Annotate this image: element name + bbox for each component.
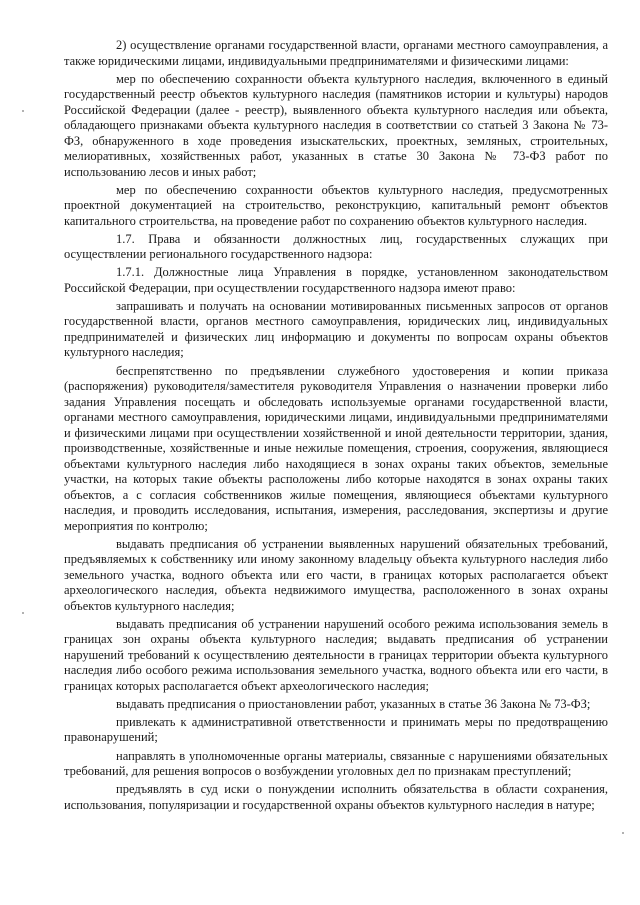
document-page [64, 38, 608, 816]
scan-speck [22, 110, 24, 112]
paragraph-preservation-measures: мер по обеспечению сохранности объекта культурного наследия, включенного в единый государственный реестр объектов культурного наследия (памятников истории и культуры) народов Российской Федерации (далее - реестр), выявленного объекта культурного наследия или объекта, обладающего признаками объекта культурного наследия в соответствии со статьей 3 Закона № 73-ФЗ, обнаруженного в ходе проведения изыскательских, проектных, земляных, строительных, мелиоративных, хозяйственных работ, указанных в статье 30 Закона № 73-ФЗ работ по использованию лесов и иных работ; [64, 71, 608, 179]
paragraph-issue-orders-land-regime: выдавать предписания об устранении нарушений особого режима использования земель в границах зон охраны объекта культурного наследия; выдавать предписания об устранении нарушений требований к осуществлению деятельности в границах территории объекта культурного наследия либо особого режима использования земельного участка, водного объекта или его части, в границах которых располагается объект археологического наследия; [64, 616, 608, 693]
section-heading-1-7-1: 1.7.1. Должностные лица Управления в порядке, установленном законодательством Российской Федерации, при осуществлении государственного надзора имеют право: [64, 265, 608, 295]
paragraph-administrative-liability: привлекать к административной ответственности и принимать меры по предотвращению правонарушений; [64, 714, 608, 745]
paragraph-owners-duties: 2) осуществление органами государственной власти, органами местного самоуправления, а также юридическими лицами, индивидуальными предпринимателями и физическими лицами: [64, 38, 608, 68]
scan-speck [622, 832, 624, 834]
paragraph-issue-orders-violations: выдавать предписания об устранении выявленных нарушений обязательных требований, предъявляемых к собственнику или иному законному владельцу объекта культурного наследия либо земельного участка, водного объекта или его части, в границах которых располагается объект археологического наследия, объекта недвижимого имущества, расположенного в зонах охраны объектов культурного наследия; [64, 536, 608, 613]
scan-speck [22, 612, 24, 614]
paragraph-request-information: запрашивать и получать на основании мотивированных письменных запросов от органов государственной власти, органов местного самоуправления, юридических лиц, индивидуальных предпринимателей и физических лиц информацию и документы по вопросам охраны объектов культурного наследия; [64, 298, 608, 360]
paragraph-suspend-works: выдавать предписания о приостановлении работ, указанных в статье 36 Закона № 73-ФЗ; [116, 696, 591, 711]
paragraph-send-materials: направлять в уполномоченные органы материалы, связанные с нарушениями обязательных требований, для решения вопросов о возбуждении уголовных дел по признакам преступлений; [64, 748, 608, 779]
paragraph-court-claims: предъявлять в суд иски о понуждении исполнить обязательства в области сохранения, использования, популяризации и государственной охраны объектов культурного наследия в натуре; [64, 782, 608, 812]
paragraph-design-measures: мер по обеспечению сохранности объектов культурного наследия, предусмотренных проектной документацией на строительство, реконструкцию, капитальный ремонт объектов капитального строительства, на проведение работ по сохранению объектов культурного наследия. [64, 182, 608, 228]
section-heading-1-7: 1.7. Права и обязанности должностных лиц, государственных служащих при осуществлении регионального государственного надзора: [64, 231, 608, 262]
paragraph-unhindered-access: беспрепятственно по предъявлении служебного удостоверения и копии приказа (распоряжения) руководителя/заместителя руководителя Управления о назначении проверки либо задания Управления посещать и обследовать используемые органами государственной власти, органами местного самоуправления, юридическими лицами, индивидуальными предпринимателями и физическими лицами при осуществлении хозяйственной и иной деятельности территории, здания, производственные, хозяйственные и иные нежилые помещения, строения, сооружения, являющиеся объектами культурного наследия либо находящиеся в зонах охраны таких объектов, земельные участки, на которых такие объекты расположены либо которые находятся в зонах охраны таких объектов, а с согласия собственников жилые помещения, являющиеся объектами культурного наследия, и проводить исследования, испытания, измерения, расследования, экспертизы и другие мероприятия по контролю; [64, 363, 608, 533]
